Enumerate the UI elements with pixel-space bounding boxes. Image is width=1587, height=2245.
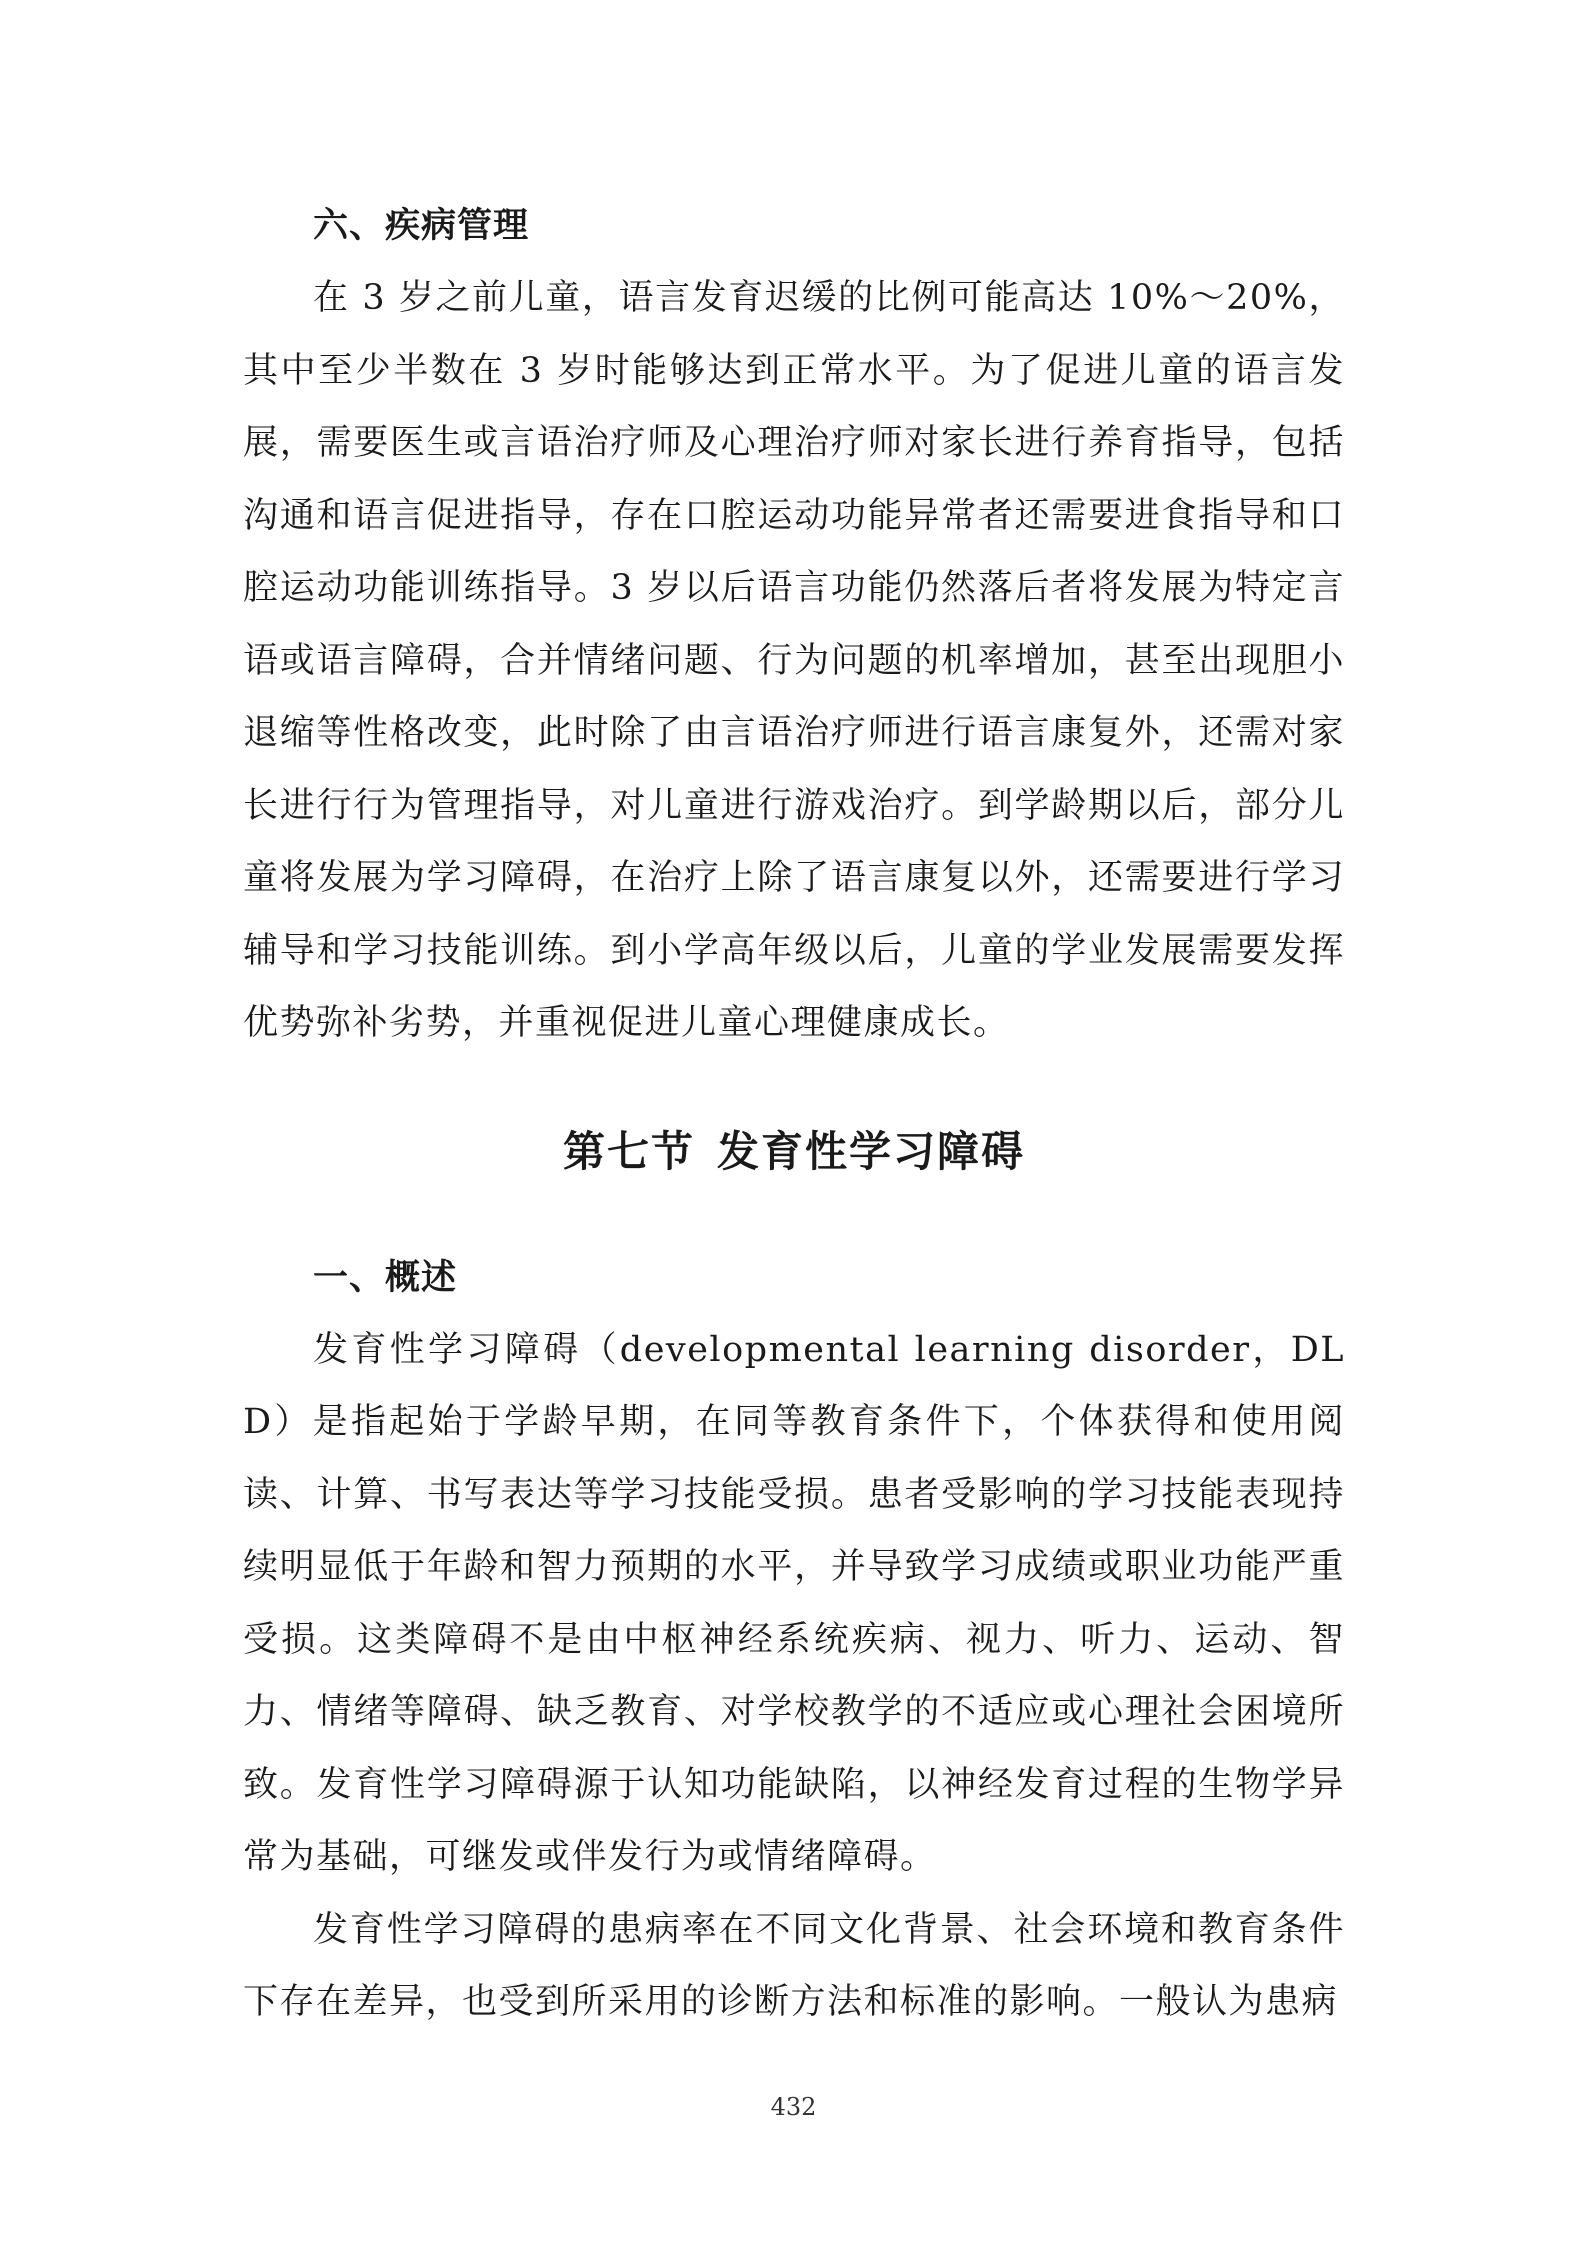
page-number: 432 <box>770 2093 817 2121</box>
page-body <box>243 190 1345 2039</box>
section-number: 第七节 <box>562 1126 695 1176</box>
paragraph-overview-2: 发育性学习障碍的患病率在不同文化背景、社会环境和教育条件下存在差异，也受到所采用的诊断方法和标准的影响。一般认为患病 <box>243 1909 1345 2022</box>
section-name: 发育性学习障碍 <box>717 1126 1026 1176</box>
heading-disease-management: 六、疾病管理 <box>313 206 530 246</box>
heading-overview: 一、概述 <box>313 1257 458 1298</box>
section-title <box>243 1122 1345 1182</box>
paragraph-overview-1: 发育性学习障碍（developmental learning disorder，DLD）是指起始于学龄早期，在同等教育条件下，个体获得和使用阅读、计算、书写表达等学习技能受损。患者受影响的学习技能表现持续明显低于年龄和智力预期的水平，并导致学习成绩或职业功能严重受损。这类障碍不是由中枢神经系统疾病、视力、听力、运动、智力、情绪等障碍、缺乏教育、对学校教学的不适应或心理社会困境所致。发育性学习障碍源于认知功能缺陷，以神经发育过程的生物学异常为基础，可继发或伴发行为或情绪障碍。 <box>243 1329 1345 1877</box>
paragraph-disease-management: 在 3 岁之前儿童，语言发育迟缓的比例可能高达 10%～20%，其中至少半数在 3 岁时能够达到正常水平。为了促进儿童的语言发展，需要医生或言语治疗师及心理治疗师对家长进行养育指导，包括沟通和语言促进指导，存在口腔运动功能异常者还需要进食指导和口腔运动功能训练指导。3 岁以后语言功能仍然落后者将发展为特定言语或语言障碍，合并情绪问题、行为问题的机率增加，甚至出现胆小退缩等性格改变，此时除了由言语治疗师进行语言康复外，还需对家长进行行为管理指导，对儿童进行游戏治疗。到学龄期以后，部分儿童将发展为学习障碍，在治疗上除了语言康复以外，还需要进行学习辅导和学习技能训练。到小学高年级以后，儿童的学业发展需要发挥优势弥补劣势，并重视促进儿童心理健康成长。 <box>243 278 1345 1043</box>
